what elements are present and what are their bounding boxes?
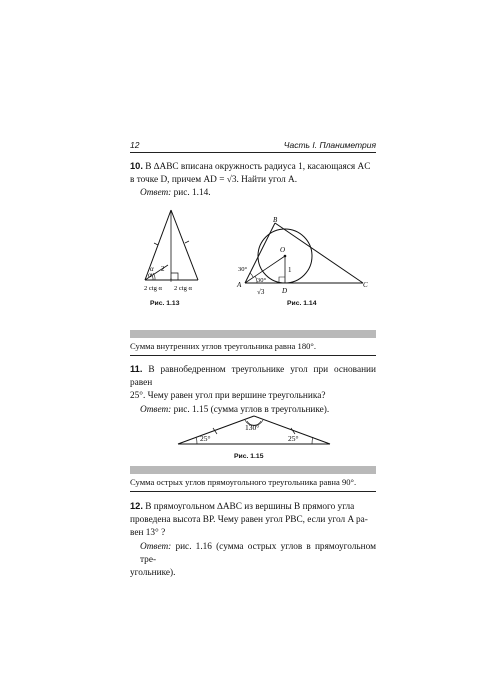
answer-label: Ответ: (140, 541, 172, 552)
problem-12 (130, 500, 376, 580)
problem-line: В ∆ABC вписана окружность радиуса 1, касающаяся AC (145, 162, 371, 172)
problem-number: 12. (130, 501, 143, 511)
problem-10 (130, 160, 376, 201)
part-title: Часть I. Планиметрия (283, 140, 376, 150)
label-angle-inner: 30° (257, 277, 267, 284)
problem-line: В прямоугольном ∆ABC из вершины B прямого угла (145, 502, 355, 512)
header-rule (130, 152, 376, 153)
problem-line: в точке D, причем AD = √3. Найти угол A. (130, 175, 298, 186)
problem-number: 11. (130, 364, 143, 374)
label-A: A (237, 281, 242, 289)
figure-1-13 (138, 206, 208, 306)
problem-line: вен 13° ? (130, 528, 166, 539)
label-sqrt3: √3 (257, 288, 265, 296)
label-B: B (273, 216, 278, 224)
problem-number: 10. (130, 161, 143, 171)
note-text: Сумма острых углов прямоугольного треугольника равна 90°. (130, 477, 357, 487)
label-two: 2 (161, 265, 165, 273)
answer-label: Ответ: (140, 404, 172, 415)
label-left-angle: 25° (200, 434, 211, 443)
problem-line: В равнобедренном треугольнике угол при основании равен (130, 365, 376, 389)
label-right-angle: 25° (288, 434, 299, 443)
note-band (130, 330, 376, 338)
note-rule (130, 355, 376, 356)
problem-11 (130, 363, 376, 417)
note-rule (130, 491, 376, 492)
figure-caption: Рис. 1.15 (234, 453, 264, 460)
label-angle-outer: 30° (238, 266, 248, 273)
label-C: C (363, 281, 368, 289)
label-base-right: 2 ctg α (174, 285, 192, 292)
answer-text: рис. 1.15 (сумма углов в треугольнике). (173, 404, 330, 415)
answer-text: угольнике). (130, 568, 176, 579)
answer-label: Ответ: (140, 188, 172, 199)
label-base-left: 2 ctg α (144, 285, 162, 292)
label-apex-angle: 130° (245, 423, 260, 432)
note-text: Сумма внутренних углов треугольника равна 180°. (130, 341, 316, 351)
label-O: O (280, 246, 286, 254)
page-number: 12 (130, 140, 140, 150)
label-alpha-lower: α (148, 271, 152, 279)
answer-text: рис. 1.14. (173, 188, 211, 199)
figure-caption: Рис. 1.14 (287, 300, 317, 307)
answer-text: рис. 1.16 (сумма острых углов в прямоугольном тре- (140, 541, 376, 565)
figure-1-14 (233, 215, 378, 300)
label-D: D (282, 287, 288, 295)
note-band (130, 466, 376, 474)
problem-line: проведена высота BP. Чему равен угол PBC, если угол A ра- (130, 515, 368, 526)
figure-1-15 (175, 410, 335, 450)
label-one: 1 (288, 266, 292, 274)
problem-line: 25°. Чему равен угол при вершине треугольника? (130, 391, 326, 402)
figure-caption: Рис. 1.13 (150, 300, 180, 307)
label-alpha-upper: α (150, 265, 154, 273)
